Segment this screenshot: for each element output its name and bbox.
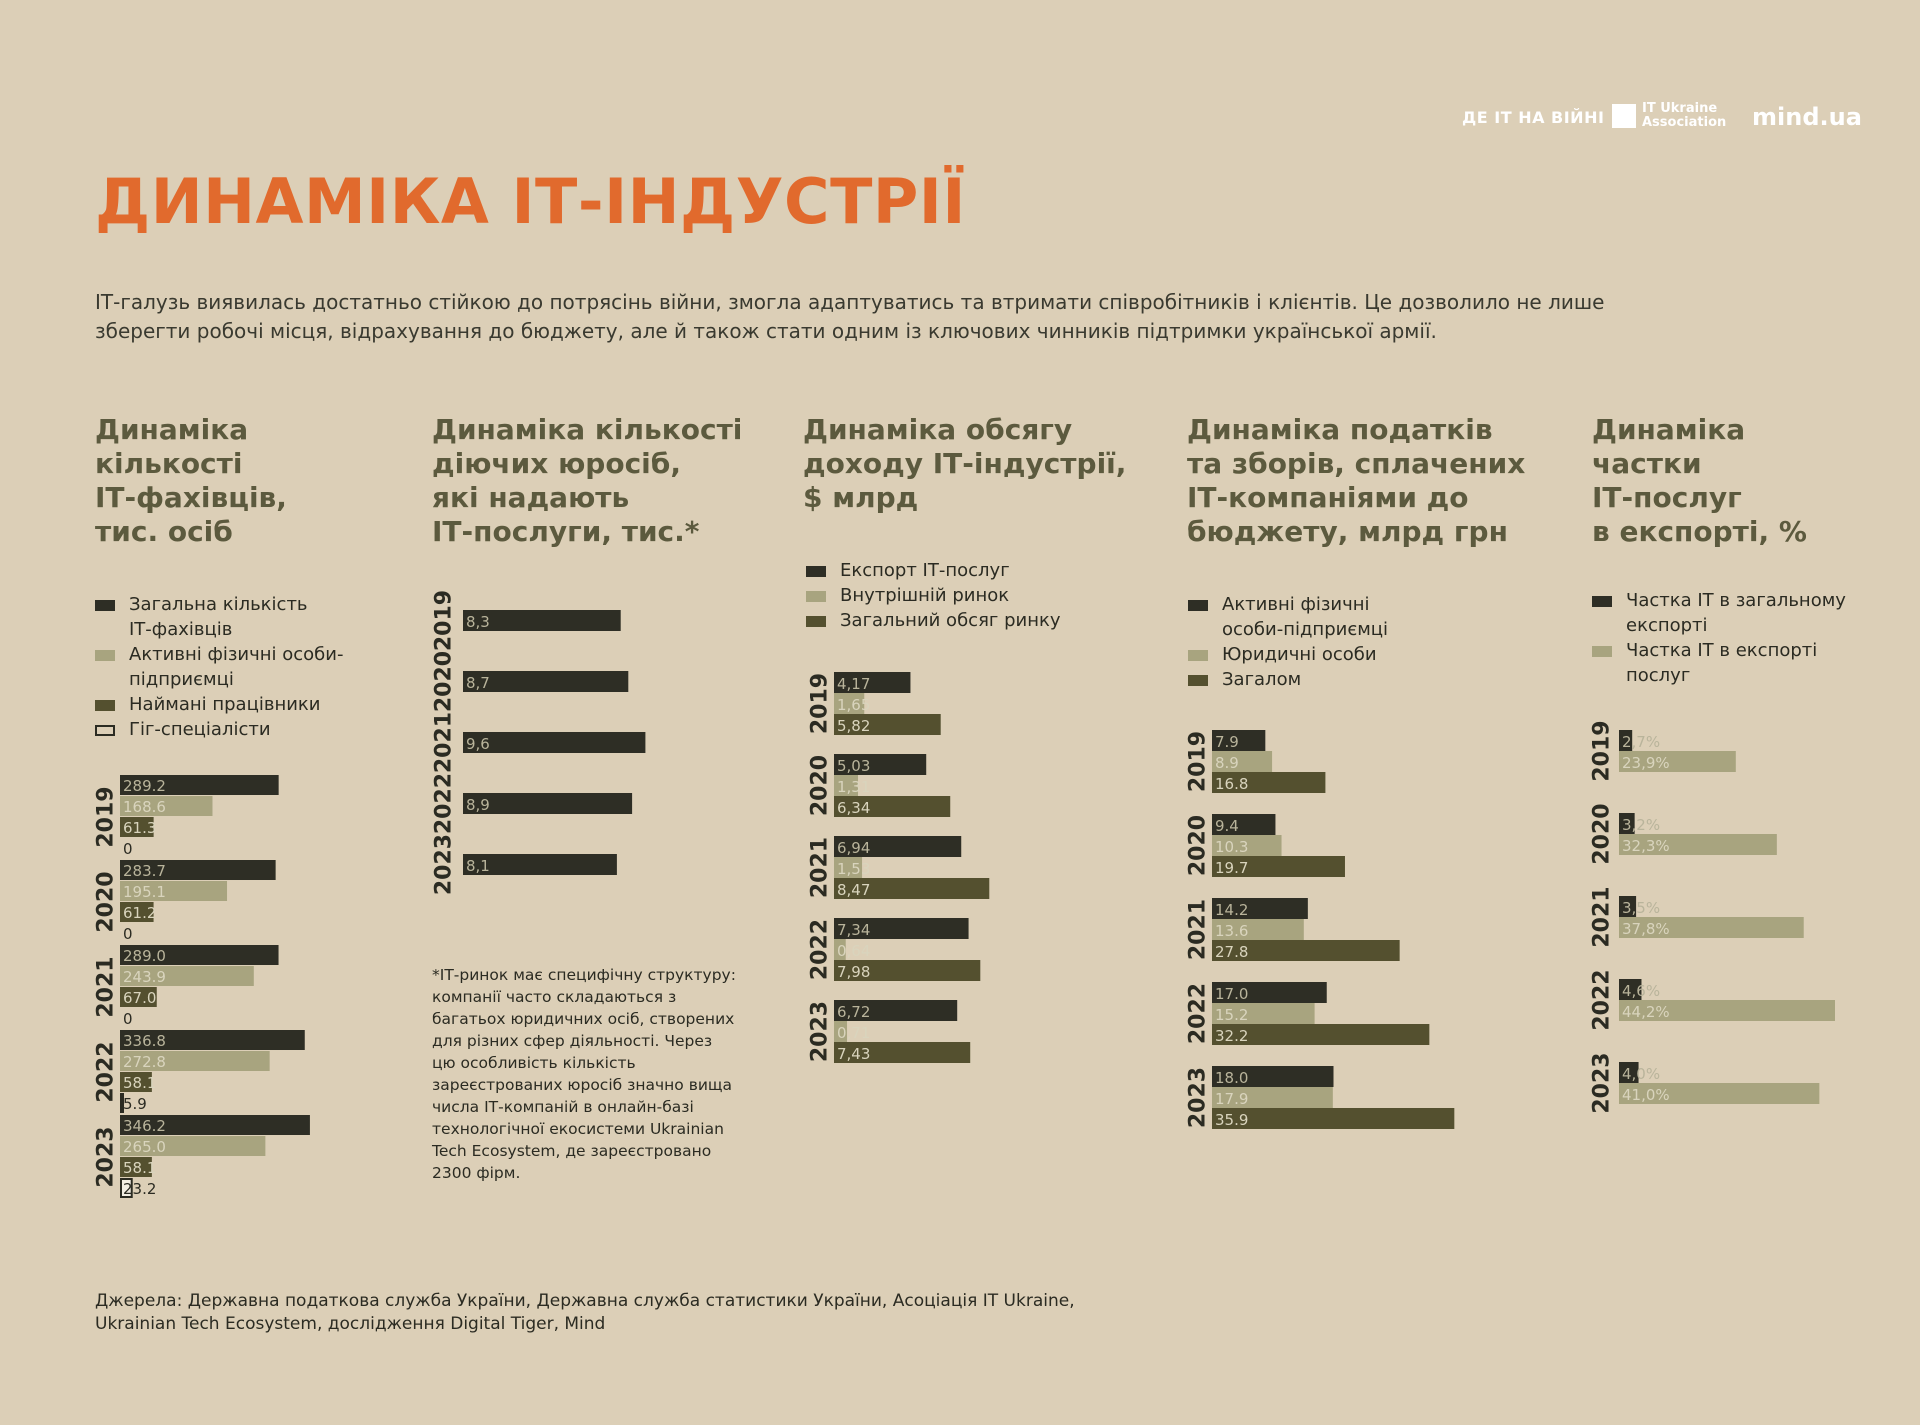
bar-1-2021 <box>463 732 645 753</box>
year-label: 2020 <box>807 754 833 817</box>
sources: Джерела: Державна податкова служба України, Державна служба статистики України, Асоціація IT Ukraine, Ukrainian Tech Ecosystem, дослідження Digital Tiger, Mind <box>95 1291 1075 1334</box>
data-label: 6,34 <box>837 799 871 817</box>
title-line: кількості <box>95 447 243 480</box>
year-label: 2020 <box>1589 803 1615 865</box>
data-label: 6,72 <box>837 1003 871 1021</box>
data-label: 16.8 <box>1215 775 1249 793</box>
title-line: Динаміка кількості <box>432 413 743 446</box>
data-label: 17.0 <box>1215 985 1249 1003</box>
data-label: 5,03 <box>837 757 871 775</box>
title-line: які надають <box>432 481 630 514</box>
data-label: 32.2 <box>1215 1027 1249 1045</box>
title-line: бюджету, млрд грн <box>1187 515 1508 548</box>
data-label: 7,34 <box>837 921 871 939</box>
data-label: 0 <box>123 840 133 858</box>
title-line: ІТ-послуги, тис.* <box>432 515 700 548</box>
year-label: 2021 <box>1185 898 1211 961</box>
year-label: 2021 <box>93 956 119 1018</box>
legend-label: послуг <box>1626 665 1691 686</box>
data-label: 15.2 <box>1215 1006 1249 1024</box>
data-label: 9.4 <box>1215 817 1239 835</box>
data-label: 8.9 <box>1215 754 1239 772</box>
data-label: 346.2 <box>123 1117 166 1135</box>
logo-it-ukraine-line1: IT Ukraine <box>1642 101 1718 116</box>
legend-label: Експорт ІТ-послуг <box>840 560 1010 581</box>
data-label: 8,7 <box>466 674 490 692</box>
year-label: 2022 <box>807 918 833 981</box>
title-line: ІТ-компаніями до <box>1187 481 1469 514</box>
year-label: 2019 <box>431 589 457 652</box>
data-label: 61.2 <box>123 904 157 922</box>
year-label: 2022 <box>93 1041 119 1103</box>
data-label: 4,6% <box>1622 982 1661 1000</box>
title-line: в експорті, % <box>1592 515 1807 548</box>
data-label: 23.2 <box>123 1180 157 1198</box>
year-label: 2020 <box>431 650 457 713</box>
data-label: 283.7 <box>123 862 166 880</box>
data-label: 336.8 <box>123 1032 166 1050</box>
logo-mind-ua: mind.ua <box>1752 103 1862 131</box>
data-label: 5.9 <box>123 1095 147 1113</box>
data-label: 23,9% <box>1622 754 1670 772</box>
year-label: 2022 <box>1185 982 1211 1045</box>
logo-de-it-na-viyni: ДЕ ІТ НА ВІЙНІ <box>1462 108 1605 127</box>
data-label: 17.9 <box>1215 1090 1249 1108</box>
legend-label: ІТ-фахівців <box>129 619 233 640</box>
data-label: 0,64 <box>837 942 871 960</box>
year-label: 2023 <box>807 1000 833 1063</box>
year-label: 2019 <box>93 786 119 848</box>
title-line: Динаміка <box>1592 413 1746 446</box>
data-label: 272.8 <box>123 1053 166 1071</box>
data-label: 14.2 <box>1215 901 1249 919</box>
title-line: Динаміка <box>95 413 249 446</box>
year-label: 2022 <box>431 772 457 835</box>
year-label: 2023 <box>1589 1052 1615 1114</box>
legend-label: Гіг-спеціалісти <box>129 719 271 740</box>
data-label: 3,5% <box>1622 899 1661 917</box>
data-label: 289.0 <box>123 947 166 965</box>
year-label: 2023 <box>431 833 457 896</box>
data-label: 8,1 <box>466 857 490 875</box>
data-label: 289.2 <box>123 777 166 795</box>
legend-label: Внутрішній ринок <box>840 585 1010 606</box>
data-label: 6,94 <box>837 839 871 857</box>
title-line: Динаміка обсягу <box>803 413 1073 446</box>
data-label: 8,9 <box>466 796 490 814</box>
year-label: 2020 <box>1185 814 1211 877</box>
data-label: 0,71 <box>837 1024 871 1042</box>
title-line: Динаміка податків <box>1187 413 1493 446</box>
data-label: 10.3 <box>1215 838 1249 856</box>
data-label: 1,65 <box>837 696 871 714</box>
legend-label: Загальна кількість <box>129 594 308 615</box>
title-line: частки <box>1592 447 1702 480</box>
data-label: 8,3 <box>466 613 490 631</box>
data-label: 265.0 <box>123 1138 166 1156</box>
data-label: 35.9 <box>1215 1111 1249 1129</box>
title-line: ІТ-послуг <box>1592 481 1742 514</box>
data-label: 61.3 <box>123 819 157 837</box>
legend-label: Загалом <box>1222 669 1302 690</box>
legend-label: підприємці <box>129 669 234 690</box>
legend-label: особи-підприємці <box>1222 619 1389 640</box>
data-label: 7,98 <box>837 963 871 981</box>
legend-label: Активні фізичні <box>1222 594 1370 615</box>
title-line: діючих юросіб, <box>432 447 681 480</box>
data-label: 19.7 <box>1215 859 1249 877</box>
data-label: 195.1 <box>123 883 166 901</box>
year-label: 2019 <box>1185 730 1211 793</box>
logo-it-ukraine-line2: Association <box>1642 115 1727 130</box>
title-line: доходу ІТ-індустрії, <box>803 447 1127 480</box>
year-label: 2021 <box>431 711 457 774</box>
legend-label: Частка ІТ в загальному <box>1626 590 1846 611</box>
year-label: 2020 <box>93 871 119 933</box>
data-label: 13.6 <box>1215 922 1249 940</box>
legend-label: Наймані працівники <box>129 694 321 715</box>
data-label: 0 <box>123 925 133 943</box>
data-label: 4,17 <box>837 675 871 693</box>
year-label: 2019 <box>1589 720 1615 782</box>
data-label: 41,0% <box>1622 1086 1670 1104</box>
data-label: 18.0 <box>1215 1069 1249 1087</box>
year-label: 2021 <box>1589 886 1615 948</box>
data-label: 7,43 <box>837 1045 871 1063</box>
data-label: 8,47 <box>837 881 871 899</box>
title-line: та зборів, сплачених <box>1187 447 1526 480</box>
footnote: *ІТ-ринок має специфічну структуру: компанії часто складаються з багатьох юридичних осіб, створених для різних сфер діяльності. Через цю особливість кількість зареєстрованих юросіб значно вища числа ІТ-компаній в онлайн-базі технологічної екосистеми Ukrainian Tech Ecosystem, де зареєстровано 2300 фірм. <box>432 966 736 1182</box>
data-label: 7.9 <box>1215 733 1239 751</box>
intro-paragraph: ІТ-галузь виявилась достатньо стійкою до потрясінь війни, змогла адаптуватись та втримати співробітників і клієнтів. Це дозволило не лише зберегти робочі місця, відрахування до бюджету, але й також стати одним із ключових чинників підтримки української армії. <box>95 290 1605 343</box>
data-label: 2,7% <box>1622 733 1661 751</box>
data-label: 9,6 <box>466 735 490 753</box>
data-label: 243.9 <box>123 968 166 986</box>
data-label: 37,8% <box>1622 920 1670 938</box>
data-label: 168.6 <box>123 798 166 816</box>
data-label: 5,82 <box>837 717 871 735</box>
year-label: 2019 <box>807 672 833 735</box>
title-line: тис. осіб <box>95 515 233 548</box>
legend-label: Активні фізичні особи- <box>129 644 344 665</box>
legend-label: Загальний обсяг ринку <box>840 610 1061 631</box>
data-label: 67.0 <box>123 989 157 1007</box>
data-label: 58.1 <box>123 1159 157 1177</box>
title-line: ІТ-фахівців, <box>95 481 287 514</box>
year-label: 2021 <box>807 836 833 899</box>
data-label: 1,53 <box>837 860 871 878</box>
data-label: 3,2% <box>1622 816 1661 834</box>
data-label: 58.1 <box>123 1074 157 1092</box>
year-label: 2023 <box>1185 1066 1211 1129</box>
data-label: 0 <box>123 1010 133 1028</box>
page-title: ДИНАМІКА ІТ-ІНДУСТРІЇ <box>95 165 966 238</box>
data-label: 44,2% <box>1622 1003 1670 1021</box>
data-label: 27.8 <box>1215 943 1249 961</box>
data-label: 4,0% <box>1622 1065 1661 1083</box>
title-line: $ млрд <box>803 481 919 514</box>
data-label: 32,3% <box>1622 837 1670 855</box>
year-label: 2023 <box>93 1126 119 1188</box>
legend-label: Юридичні особи <box>1222 644 1377 665</box>
legend-label: Частка ІТ в експорті <box>1626 640 1818 661</box>
year-label: 2022 <box>1589 969 1615 1031</box>
data-label: 1,31 <box>837 778 871 796</box>
legend-label: експорті <box>1626 615 1708 636</box>
